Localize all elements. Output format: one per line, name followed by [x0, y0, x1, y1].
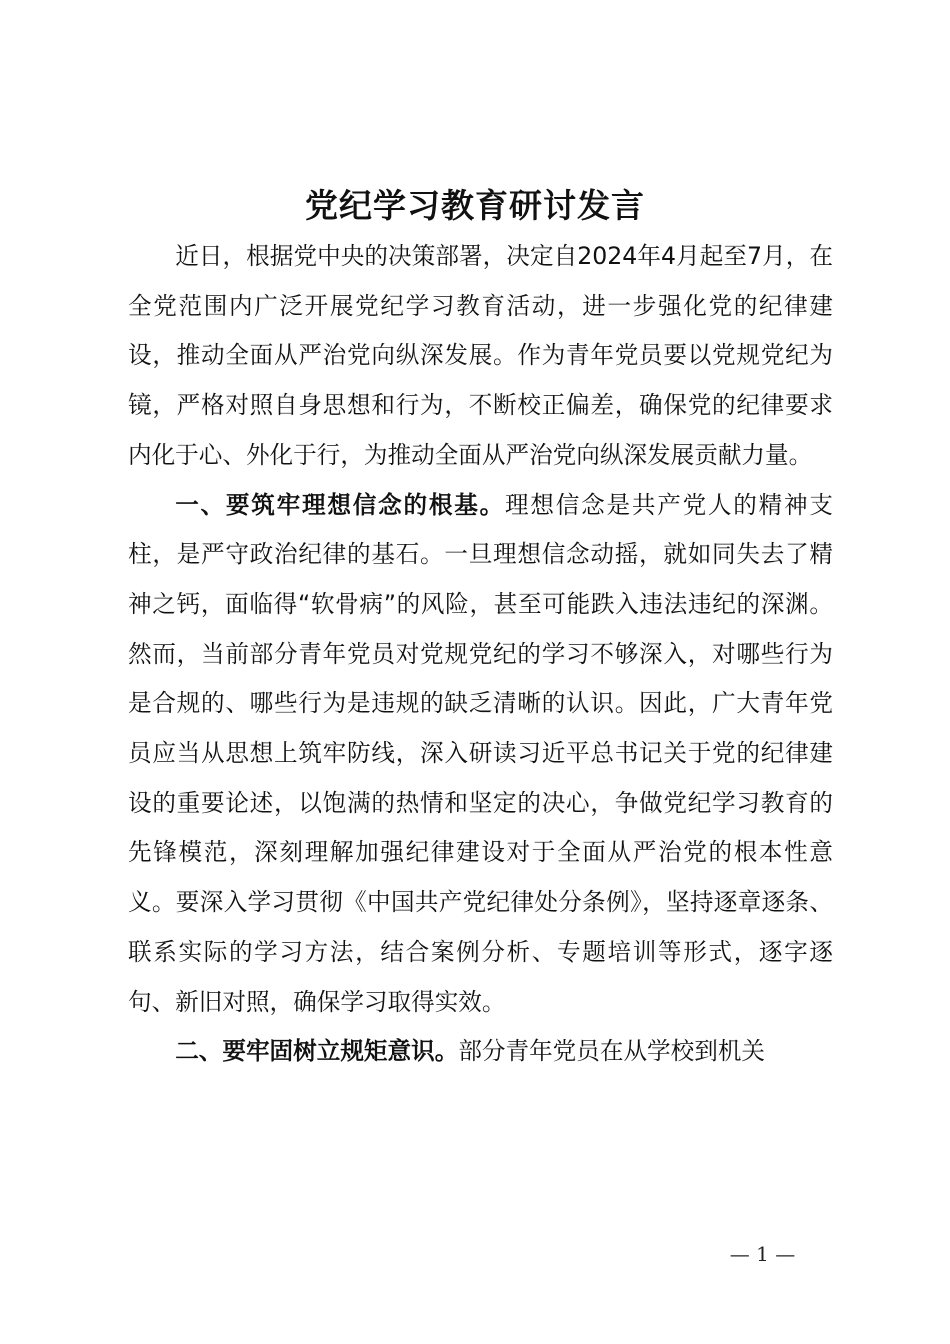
- document-body: [128, 232, 833, 1077]
- paragraph-text: 部分青年党员在从学校到机关: [458, 1037, 766, 1066]
- paragraph-lead: 二、要牢固树立规矩意识。: [175, 1037, 459, 1066]
- paragraph-section-2: [128, 1027, 833, 1077]
- paragraph-text: 近日，根据党中央的决策部署，决定自2024年4月起至7月，在全党范围内广泛开展党纪学习教育活动，进一步强化党的纪律建设，推动全面从严治党向纵深发展。作为青年党员要以党规党纪为镜，严格对照自身思想和行为，不断校正偏差，确保党的纪律要求内化于心、外化于行，为推动全面从严治党向纵深发展贡献力量。: [128, 242, 833, 469]
- paragraph-text: 理想信念是共产党人的精神支柱，是严守政治纪律的基石。一旦理想信念动摇，就如同失去了精神之钙，面临得“软骨病”的风险，甚至可能跌入违法违纪的深渊。然而，当前部分青年党员对党规党纪的学习不够深入，对哪些行为是合规的、哪些行为是违规的缺乏清晰的认识。因此，广大青年党员应当从思想上筑牢防线，深入研读习近平总书记关于党的纪律建设的重要论述，以饱满的热情和坚定的决心，争做党纪学习教育的先锋模范，深刻理解加强纪律建设对于全面从严治党的根本性意义。要深入学习贯彻《中国共产党纪律处分条例》，坚持逐章逐条、联系实际的学习方法，结合案例分析、专题培训等形式，逐字逐句、新旧对照，确保学习取得实效。: [128, 490, 834, 1016]
- paragraph-section-1: [128, 481, 833, 1028]
- page-title: 党纪学习教育研讨发言: [305, 186, 645, 225]
- paragraph-intro: [128, 232, 833, 481]
- page-number: — 1 —: [729, 1242, 796, 1266]
- paragraph-lead: 一、要筑牢理想信念的根基。: [175, 490, 505, 519]
